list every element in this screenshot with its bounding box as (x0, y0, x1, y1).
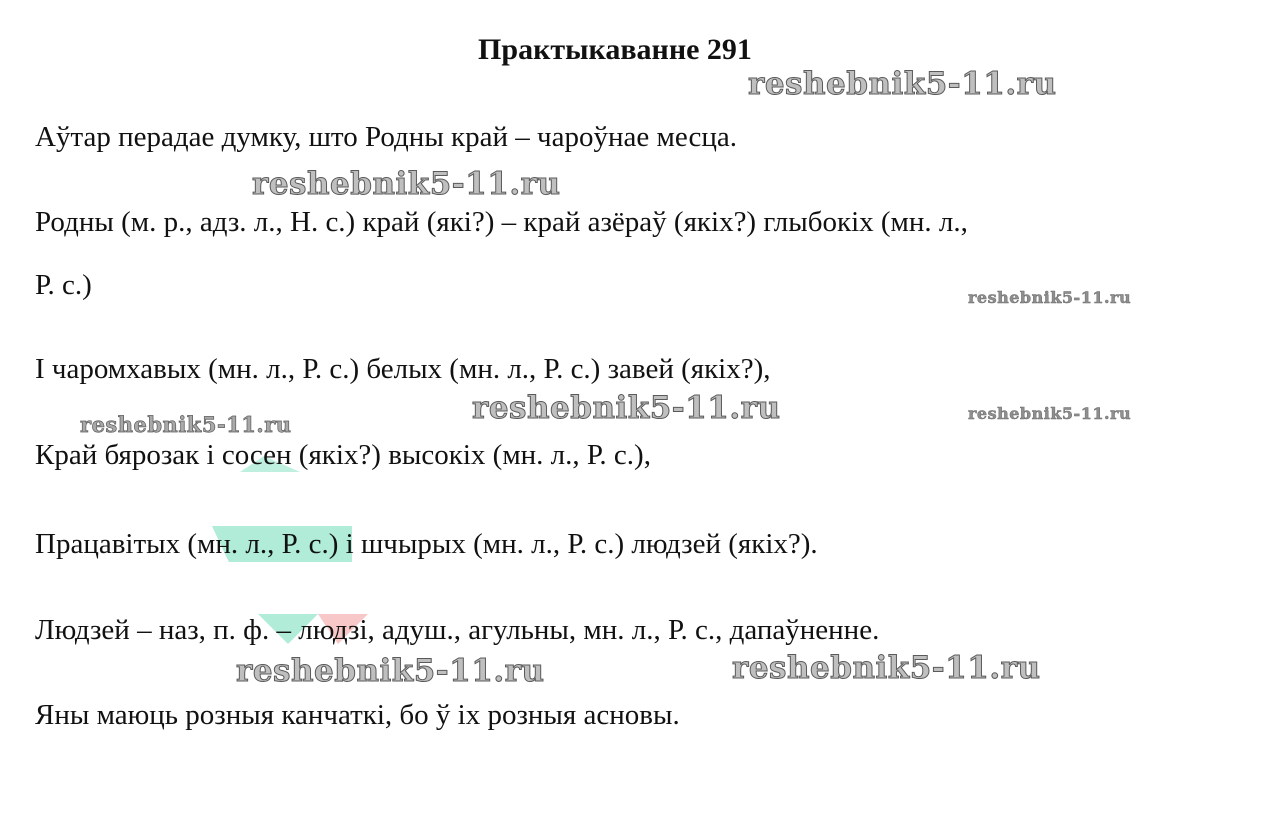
watermark: reshebnik5-11.ru (472, 390, 781, 426)
watermark: reshebnik5-11.ru (236, 653, 545, 689)
text-line: І чаромхавых (мн. л., Р. с.) белых (мн. л., Р. с.) завей (якіх?), (35, 353, 771, 385)
text-line: Край бярозак і сосен (якіх?) высокіх (мн. л., Р. с.), (35, 439, 651, 471)
watermark: reshebnik5-11.ru (968, 288, 1132, 307)
text-line: Родны (м. р., адз. л., Н. с.) край (які?) – край азёраў (якіх?) глыбокіх (мн. л., (35, 206, 968, 238)
watermark: reshebnik5-11.ru (252, 166, 561, 202)
watermark: reshebnik5-11.ru (80, 412, 292, 437)
text-line: Людзей – наз, п. ф. – людзі, адуш., агульны, мн. л., Р. с., дапаўненне. (35, 614, 880, 646)
text-line: Аўтар перадае думку, што Родны край – чароўнае месца. (35, 121, 737, 153)
page-title: Практыкаванне 291 (478, 33, 752, 66)
watermark: reshebnik5-11.ru (968, 404, 1132, 423)
text-line: Р. с.) (35, 269, 92, 301)
watermark: reshebnik5-11.ru (732, 650, 1041, 686)
text-line: Яны маюць розныя канчаткі, бо ў іх розныя асновы. (35, 699, 680, 731)
watermark: reshebnik5-11.ru (748, 66, 1057, 102)
text-line: Працавітых (мн. л., Р. с.) і шчырых (мн. л., Р. с.) людзей (якіх?). (35, 528, 818, 560)
